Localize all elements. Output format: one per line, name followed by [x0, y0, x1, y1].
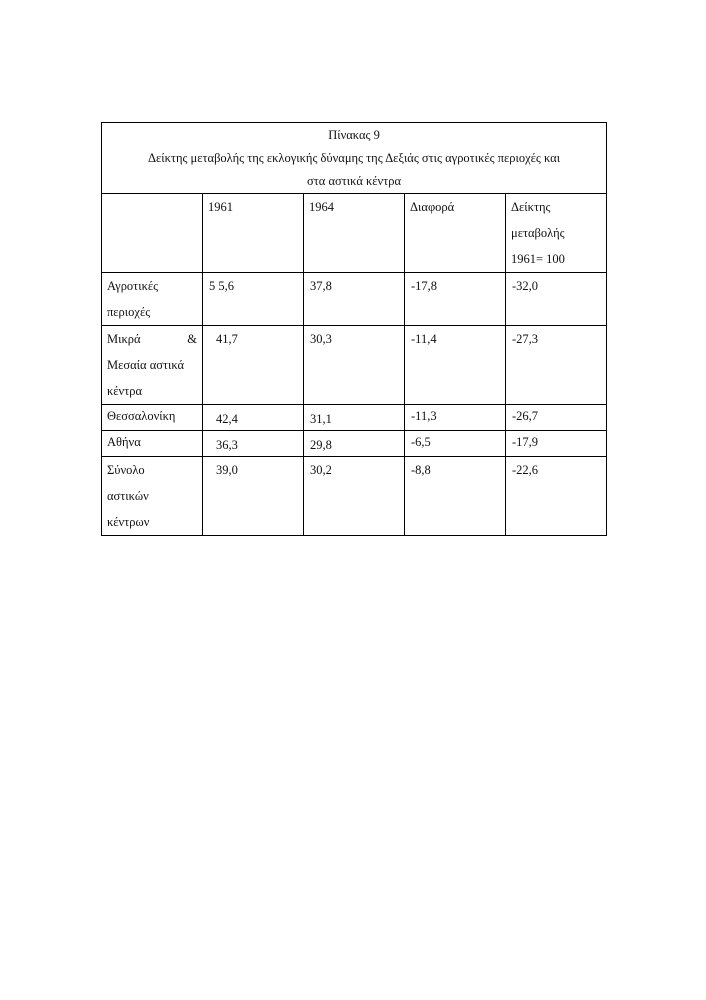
- row-label-line: [107, 326, 197, 352]
- cell-difference: -17,8: [405, 273, 506, 326]
- row-label-word: Μικρά: [107, 332, 141, 346]
- row-label-line: περιοχές: [107, 305, 151, 319]
- cell-1964: 30,2: [304, 457, 405, 536]
- table-caption-line-1: Δείκτης μεταβολής της εκλογικής δύναμης της Δεξιάς στις αγροτικές περιοχές και: [147, 151, 561, 165]
- header-index-line-2: μεταβολής: [511, 226, 565, 240]
- row-label-line: κέντρων: [107, 515, 150, 529]
- data-table: [101, 122, 607, 536]
- table-row: [102, 405, 607, 431]
- table-caption: [102, 123, 607, 194]
- cell-1961: 41,7: [203, 326, 304, 405]
- row-label: Θεσσαλονίκη: [102, 405, 203, 431]
- cell-1964: 30,3: [304, 326, 405, 405]
- cell-1961: 5 5,6: [203, 273, 304, 326]
- header-index: [506, 194, 607, 273]
- cell-difference: -11,3: [405, 405, 506, 431]
- cell-difference: -8,8: [405, 457, 506, 536]
- table-title: Πίνακας 9: [328, 128, 380, 142]
- table-header-row: [102, 194, 607, 273]
- cell-1964: 31,1: [304, 405, 405, 431]
- table-caption-row: [102, 123, 607, 194]
- header-empty-cell: [102, 194, 203, 273]
- header-1964: 1964: [304, 194, 405, 273]
- row-label-word: &: [187, 332, 197, 346]
- cell-difference: -6,5: [405, 431, 506, 457]
- cell-1961: 42,4: [203, 405, 304, 431]
- row-label: Αθήνα: [102, 431, 203, 457]
- row-label: [102, 273, 203, 326]
- table-row: [102, 326, 607, 405]
- row-label-line: Μεσαία αστικά: [107, 358, 185, 372]
- header-index-line-1: Δείκτης: [511, 200, 551, 214]
- row-label-line: Αγροτικές: [107, 279, 159, 293]
- table-row: [102, 457, 607, 536]
- row-label-line: Σύνολο: [107, 463, 145, 477]
- cell-index: -26,7: [506, 405, 607, 431]
- table-row: [102, 273, 607, 326]
- cell-1964: 37,8: [304, 273, 405, 326]
- row-label-line: αστικών: [107, 489, 149, 503]
- cell-difference: -11,4: [405, 326, 506, 405]
- cell-index: -22,6: [506, 457, 607, 536]
- table-caption-line-2: στα αστικά κέντρα: [307, 174, 402, 188]
- row-label: [102, 457, 203, 536]
- table-row: [102, 431, 607, 457]
- header-index-line-3: 1961= 100: [511, 252, 565, 266]
- header-1961: 1961: [203, 194, 304, 273]
- cell-index: -17,9: [506, 431, 607, 457]
- cell-1961: 36,3: [203, 431, 304, 457]
- cell-index: -27,3: [506, 326, 607, 405]
- cell-index: -32,0: [506, 273, 607, 326]
- row-label: [102, 326, 203, 405]
- cell-1961: 39,0: [203, 457, 304, 536]
- header-difference: Διαφορά: [405, 194, 506, 273]
- row-label-line: κέντρα: [107, 384, 143, 398]
- cell-1964: 29,8: [304, 431, 405, 457]
